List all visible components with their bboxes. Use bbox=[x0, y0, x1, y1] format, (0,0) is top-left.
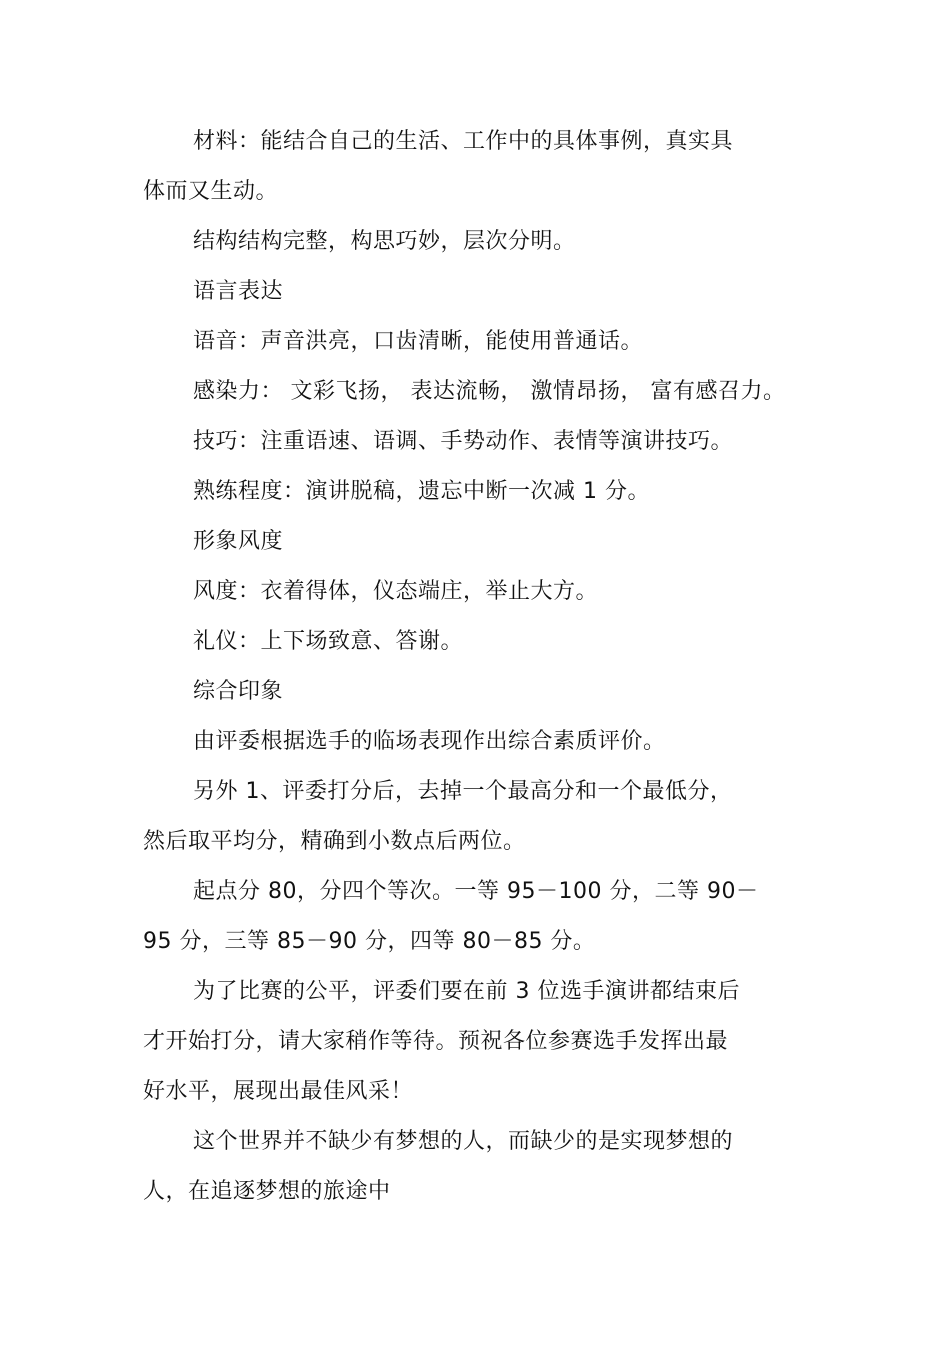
paragraph-grades: 起点分 80，分四个等次。一等 95－100 分，二等 90－ bbox=[193, 879, 759, 904]
paragraph-appeal: 感染力： 文彩飞扬， 表达流畅， 激情昂扬， 富有感召力。 bbox=[193, 379, 786, 404]
paragraph-structure: 结构结构完整，构思巧妙，层次分明。 bbox=[193, 229, 576, 254]
paragraph-fairness: 为了比赛的公平，评委们要在前 3 位选手演讲都结束后 bbox=[193, 979, 740, 1004]
section-heading-overall: 综合印象 bbox=[193, 679, 284, 704]
section-heading-language: 语言表达 bbox=[193, 279, 284, 304]
paragraph-technique: 技巧：注重语速、语调、手势动作、表情等演讲技巧。 bbox=[193, 429, 734, 454]
paragraph-grades-cont: 95 分，三等 85－90 分，四等 80－85 分。 bbox=[143, 929, 596, 954]
paragraph-material-cont: 体而又生动。 bbox=[143, 179, 279, 204]
paragraph-dream: 这个世界并不缺少有梦想的人，而缺少的是实现梦想的 bbox=[193, 1129, 734, 1154]
paragraph-dream-cont: 人，在追逐梦想的旅途中 bbox=[143, 1179, 391, 1204]
paragraph-demeanor: 风度：衣着得体，仪态端庄，举止大方。 bbox=[193, 579, 599, 604]
paragraph-pronunciation: 语音：声音洪亮，口齿清晰，能使用普通话。 bbox=[193, 329, 644, 354]
paragraph-scoring-rule-cont: 然后取平均分，精确到小数点后两位。 bbox=[143, 829, 526, 854]
section-heading-image: 形象风度 bbox=[193, 529, 284, 554]
paragraph-scoring-rule: 另外 1、评委打分后，去掉一个最高分和一个最低分， bbox=[193, 779, 733, 804]
paragraph-fairness-end: 好水平，展现出最佳风采！ bbox=[143, 1079, 414, 1104]
paragraph-overall: 由评委根据选手的临场表现作出综合素质评价。 bbox=[193, 729, 666, 754]
paragraph-fairness-cont: 才开始打分，请大家稍作等待。预祝各位参赛选手发挥出最 bbox=[143, 1029, 729, 1054]
paragraph-proficiency: 熟练程度：演讲脱稿，遗忘中断一次减 1 分。 bbox=[193, 479, 650, 504]
paragraph-material: 材料：能结合自己的生活、工作中的具体事例，真实具 bbox=[193, 129, 734, 154]
paragraph-etiquette: 礼仪：上下场致意、答谢。 bbox=[193, 629, 464, 654]
